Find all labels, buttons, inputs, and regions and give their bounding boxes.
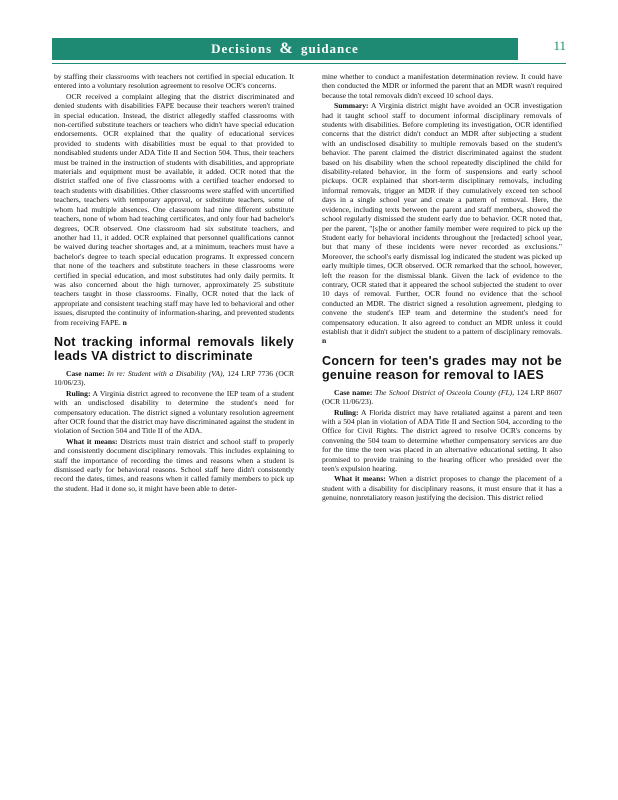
va-summary: [322, 101, 562, 346]
case-name-label: Case name:: [334, 387, 373, 397]
article-headline-va: Not tracking informal removals likely leads VA district to discriminate: [54, 334, 294, 363]
right-column: [322, 72, 562, 504]
ruling-label: Ruling:: [66, 388, 91, 398]
case-name-text: The School District of Osceola County (FL): [374, 387, 513, 397]
end-mark: n: [322, 336, 327, 346]
case-name-text: In re: Student with a Disability (VA): [107, 368, 223, 378]
left-paragraph-2-text: OCR received a complaint alleging that the district discriminated and denied students with disabilities FAPE because their teachers weren't trained in special education. Instead, the district allegedly staffed classrooms with non-certified substitute teachers or teachers who didn't have special education endorsements. OCR explained that the quality of educational services provided to students with disabilities must be equal to that provided to nondisabled students under ADA Title II and Section 504. Thus, their teachers must be trained in the instruction of students with disabilities, and appropriate materials and equipment must be available, it added. OCR noted that the district staffed one of five classrooms with a certified teacher endorsed to teach students with disabilities. Other classrooms were staffed with uncertified teachers, teachers with temporary approval, or substitute teachers, some of whom had multiple absences. One classroom had nine different substitute teachers, none of whom had teaching certificates, and only four had bachelor's degrees, OCR observed. One classroom had six substitute teachers, and another had 11, it added. OCR explained that personnel qualifications cannot be waived during teacher shortages and, at a minimum, teachers must have a bachelor's degree to teach special education programs. It expressed concern that none of the teachers and substitute teachers in these classrooms were certified in special education, and most substitutes had only daily permits. It was also concerned about the high turnover, approximately 25 substitute teachers taught in those classrooms. Finally, OCR noted that the lack of appropriate and consistent teaching staff may have led to behavioral and other issues, disrupted the continuity of information-sharing, and prevented students from receiving FAPE.: [54, 91, 294, 327]
ruling-label: Ruling:: [334, 407, 359, 417]
left-paragraph-1: by staffing their classrooms with teachers not certified in special education. It entered into a voluntary resolution agreement to resolve OCR's concerns.: [54, 72, 294, 91]
ruling-text: A Florida district may have retaliated against a parent and teen with a 504 plan in violation of ADA Title II and Section 504, according to the Office for Civil Rights. The district agreed to resolve OCR's concerns by convening the 504 team to determine whether compensatory services are due for the time the teen was placed in an alternative educational setting. It also promised to provide training to the hearing officer who presided over the teen's expulsion hearing.: [322, 407, 562, 474]
what-it-means-label: What it means:: [334, 474, 386, 484]
ruling-text: A Virginia district agreed to reconvene the IEP team of a student with an undisclosed disability to determine the student's need for compensatory education. The district signed a voluntary resolution agreement after OCR found that the district may have discriminated against the student in violation of Section 504 and Title II of the ADA.: [54, 388, 294, 436]
title-part-decisions: Decisions: [211, 41, 273, 56]
fl-case-name: [322, 388, 562, 407]
publication-title: [52, 38, 518, 60]
left-column: [54, 72, 294, 494]
case-name-label: Case name:: [66, 368, 105, 378]
summary-text: A Virginia district might have avoided an OCR investigation had it taught school staff to document informal disciplinary removals of students with disabilities. Before completing its investigation, OCR identified concerns that the district didn't conduct an MDR after subjecting a student with an undisclosed disability to multiple removals based on the student's behavior. The parent claimed the district discriminated against the student based on his disability when the school repeatedly disciplined the child for disability-related behavior, in the form of suspensions and early school pickups. OCR explained that short-term disciplinary removals, including informal removals, trigger an MDR if they cumulatively exceed ten school days in a single school year and create a pattern of removal. Here, the evidence, including texts between the parent and staff members, showed the school regularly dismissed the student early due to behavior. OCR noted that, per the parent, "[s]he or another family member were required to pick up the Student early for behavioral incidents throughout the [redacted] school year, but that many of these incidents were never recorded as exclusions." Moreover, the school's early dismissal log indicated the student was picked up early multiple times, OCR observed. OCR remarked that the school, however, left the reason for the dismissal blank. Given the lack of evidence to the contrary, OCR stated that it appeared the school subjected the student to over 10 days of removal. Further, OCR found no evidence that the school conducted an MDR. The district signed a resolution agreement, pledging to convene the student's IEP team and determine the student's need for compensatory education. It also agreed to conduct an MDR unless it could establish that it didn't subject the student to a pattern of disciplinary removals.: [322, 101, 562, 336]
title-part-guidance: guidance: [300, 41, 359, 56]
fl-ruling: [322, 408, 562, 474]
right-continuation: mine whether to conduct a manifestation determination review. It could have then conducted the MDR or informed the parent that an MDR wasn't required because the total removals didn't exceed 10 school days.: [322, 72, 562, 100]
summary-label: Summary:: [334, 101, 369, 111]
what-it-means-label: What it means:: [66, 436, 118, 446]
case-citation: , 124 LRP 7736 (OCR 10/06/23).: [54, 368, 295, 388]
va-case-name: [54, 369, 294, 388]
end-mark: n: [122, 317, 127, 327]
fl-what-it-means: [322, 474, 562, 502]
header-rule: [52, 63, 566, 64]
what-it-means-text: Districts must train district and school staff to properly and consistently document disciplinary removals. This includes explaining to staff the importance of recording the times and reasons when a student is dismissed early for behavioral reasons. School staff here didn't consistently record the dates, times, and reasons when it called family members to pick up the student. Had it done so, it might have been able to deter-: [54, 436, 294, 493]
article-headline-fl: Concern for teen's grades may not be genuine reason for removal to IAES: [322, 353, 562, 382]
case-citation: , 124 LRP 8607 (OCR 11/06/23).: [322, 387, 562, 407]
va-ruling: [54, 389, 294, 436]
title-ampersand: &: [279, 40, 294, 57]
va-what-it-means: [54, 437, 294, 493]
left-paragraph-2: [54, 92, 294, 327]
page-header: [52, 38, 566, 68]
what-it-means-text: When a district proposes to change the placement of a student with a disability for disciplinary reasons, it must ensure that it has a genuine, nonretaliatory reason justifying the decision. This district relied: [322, 474, 562, 503]
page-number: 11: [553, 38, 566, 53]
